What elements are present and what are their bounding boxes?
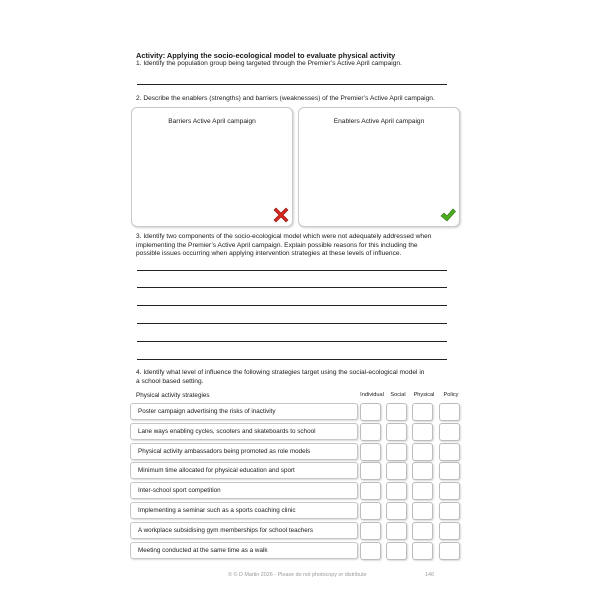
checkbox-social[interactable] [386, 423, 407, 441]
question-4-line: 4. Identify what level of influence the following strategies target using the social-ecological model in [136, 369, 425, 376]
strategy-label: Implementing a seminar such as a sports coaching clinic [138, 506, 296, 514]
column-header-social: Social [390, 392, 406, 398]
checkbox-individual[interactable] [360, 403, 381, 421]
checkbox-policy[interactable] [439, 403, 460, 421]
answer-line[interactable] [137, 270, 447, 271]
answer-line[interactable] [137, 359, 447, 360]
barriers-label: Barriers Active April campaign [168, 118, 256, 125]
checkbox-policy[interactable] [439, 423, 460, 441]
question-3 [136, 233, 431, 259]
question-4 [136, 369, 424, 386]
checkbox-physical[interactable] [412, 462, 433, 480]
strategy-row [130, 462, 358, 479]
strategy-row [130, 522, 358, 539]
question-3-line: possible issues occurring when applying intervention strategies at these levels of influence. [136, 250, 402, 258]
checkbox-individual[interactable] [360, 443, 381, 461]
checkbox-individual[interactable] [360, 542, 381, 560]
checkbox-physical[interactable] [412, 423, 433, 441]
checkbox-individual[interactable] [360, 482, 381, 500]
checkbox-policy[interactable] [439, 542, 460, 560]
strategy-row [130, 423, 358, 440]
strategy-label: Lane ways enabling cycles, scooters and skateboards to school [138, 427, 316, 435]
answer-line[interactable] [137, 323, 447, 324]
checkbox-policy[interactable] [439, 443, 460, 461]
column-header-policy: Policy [443, 392, 459, 398]
checkbox-policy[interactable] [439, 522, 460, 540]
checkbox-policy[interactable] [439, 482, 460, 500]
answer-line[interactable] [137, 305, 447, 306]
table-heading: Physical activity strategies [136, 392, 210, 399]
checkbox-individual[interactable] [360, 522, 381, 540]
checkbox-social[interactable] [386, 482, 407, 500]
strategy-row [130, 542, 358, 559]
checkbox-social[interactable] [386, 522, 407, 540]
strategy-label: Meeting conducted at the same time as a walk [138, 546, 268, 554]
checkbox-individual[interactable] [360, 462, 381, 480]
green-check-icon [440, 207, 456, 223]
checkbox-physical[interactable] [412, 482, 433, 500]
question-1: 1. Identify the population group being targeted through the Premier’s Active April campaign. [136, 60, 402, 67]
checkbox-individual[interactable] [360, 502, 381, 520]
question-2: 2. Describe the enablers (strengths) and barriers (weaknesses) of the Premier’s Active April campaign. [136, 95, 435, 102]
checkbox-physical[interactable] [412, 522, 433, 540]
strategy-row [130, 482, 358, 499]
barriers-panel[interactable] [131, 107, 293, 227]
strategy-row [130, 443, 358, 460]
checkbox-social[interactable] [386, 502, 407, 520]
checkbox-social[interactable] [386, 542, 407, 560]
question-4-line: a school based setting. [136, 377, 204, 385]
activity-title: Activity: Applying the socio-ecological model to evaluate physical activity [136, 51, 396, 60]
checkbox-physical[interactable] [412, 502, 433, 520]
enablers-panel[interactable] [298, 107, 460, 227]
strategy-row [130, 502, 358, 519]
strategy-label: Minimum time allocated for physical education and sport [138, 466, 295, 474]
question-3-line: implementing the Premier’s Active April campaign. Explain possible reasons for this including the [136, 241, 418, 249]
answer-line[interactable] [137, 84, 447, 85]
strategy-label: Inter-school sport competition [138, 486, 221, 494]
checkbox-social[interactable] [386, 403, 407, 421]
checkbox-social[interactable] [386, 462, 407, 480]
checkbox-social[interactable] [386, 443, 407, 461]
checkbox-physical[interactable] [412, 542, 433, 560]
enablers-label: Enablers Active April campaign [333, 118, 425, 125]
strategy-label: A workplace subsidising gym memberships for school teachers [138, 526, 313, 534]
column-header-physical: Physical [413, 392, 435, 398]
footer-copyright: © © D Martin 2026 - Please do not photocopy or distribute [228, 572, 367, 578]
strategy-label: Physical activity ambassadors being promoted as role models [138, 447, 311, 455]
checkbox-individual[interactable] [360, 423, 381, 441]
red-cross-icon [273, 207, 289, 223]
checkbox-policy[interactable] [439, 502, 460, 520]
checkbox-physical[interactable] [412, 443, 433, 461]
strategy-row [130, 403, 358, 420]
page-number: 146 [425, 572, 434, 578]
answer-line[interactable] [137, 287, 447, 288]
strategy-label: Poster campaign advertising the risks of inactivity [138, 407, 276, 415]
checkbox-policy[interactable] [439, 462, 460, 480]
answer-line[interactable] [137, 341, 447, 342]
column-header-individual: Individual [360, 392, 384, 398]
question-3-line: 3. Identify two components of the socio-ecological model which were not adequately addressed when [136, 233, 432, 240]
checkbox-physical[interactable] [412, 403, 433, 421]
